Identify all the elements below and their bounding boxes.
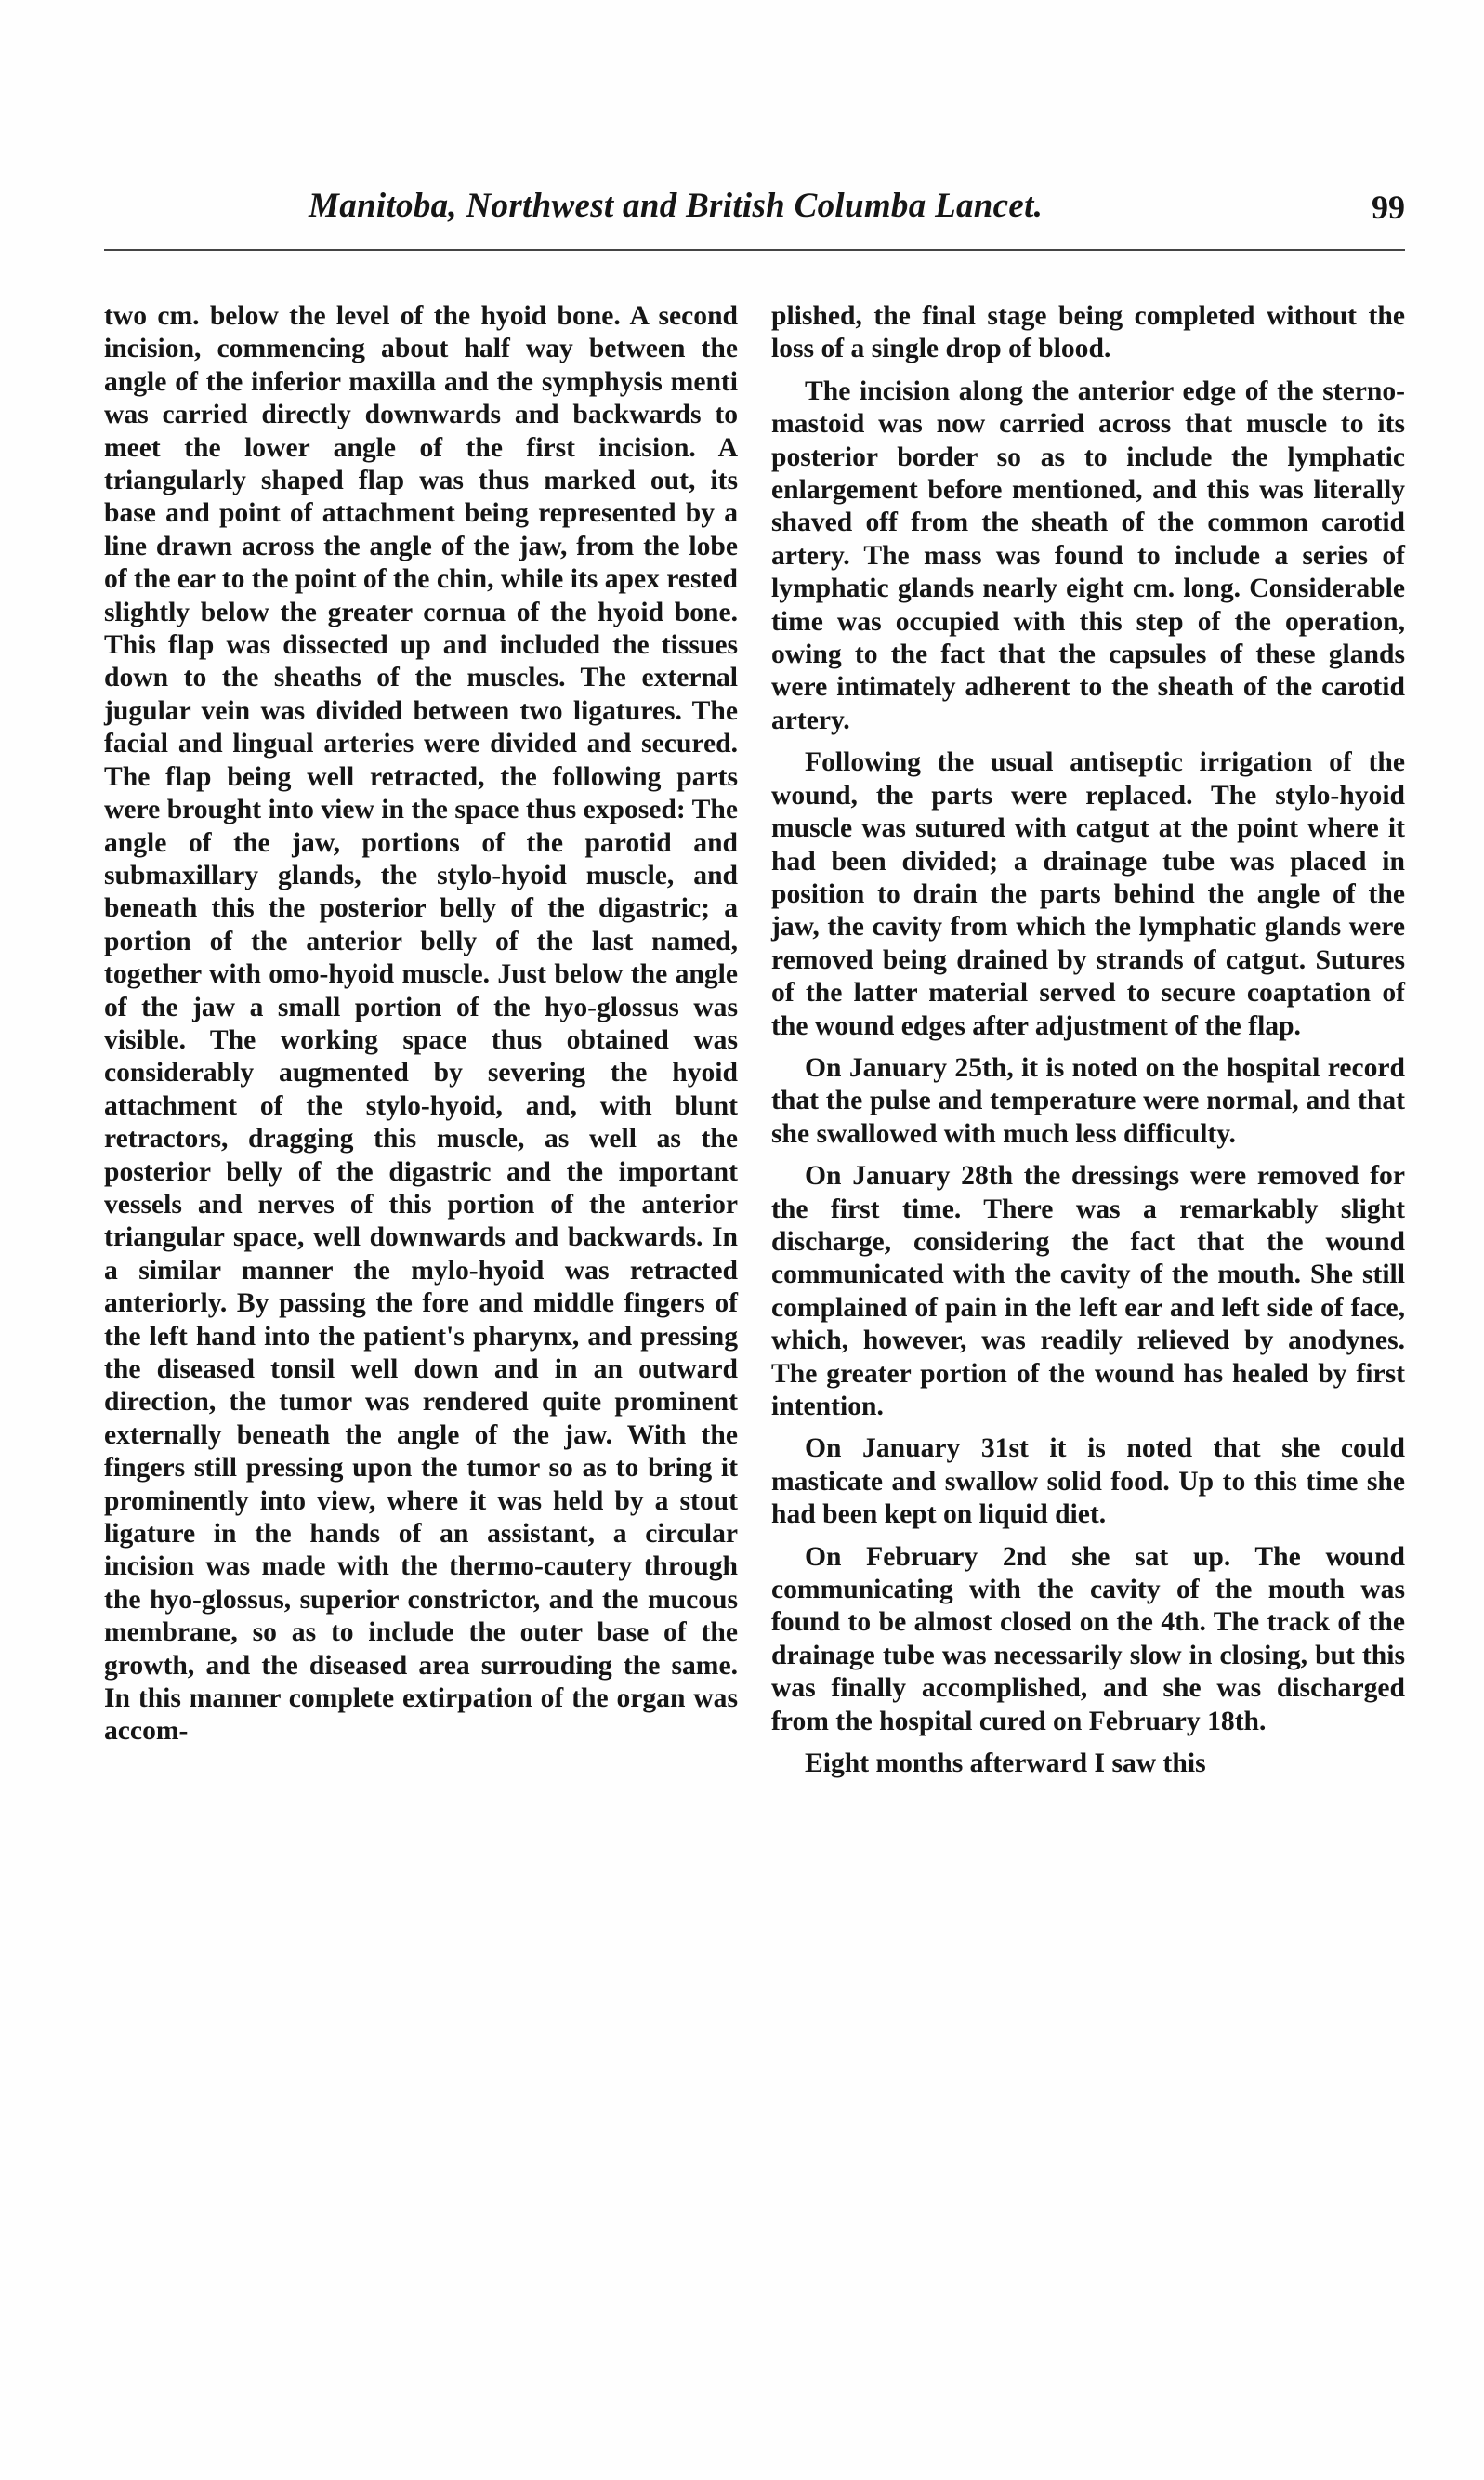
paragraph: Following the usual antiseptic irrigation of the wound, the parts were replaced. The stylo-hyoid muscle was sutured with catgut at the point where it had been divided; a drainage tube was placed in position to drain the parts behind the angle of the jaw, the cavity from which the lymphatic glands were removed being drained by strands of catgut. Sutures of the latter material served to secure coaptation of the wound edges after adjustment of the flap. xyxy=(771,747,1405,1041)
header-rule xyxy=(104,249,1405,251)
running-head xyxy=(104,186,1405,232)
paragraph: On January 28th the dressings were removed for the first time. There was a remarkably slight discharge, considering the fact that the wound communicated with the cavity of the mouth. She still complained of pain in the left ear and left side of face, which, however, was readily relieved by anodynes. The greater portion of the wound has healed by first intention. xyxy=(771,1161,1405,1421)
right-column xyxy=(771,300,1405,1780)
paragraph: On February 2nd she sat up. The wound communicating with the cavity of the mouth was found to be almost closed on the 4th. The track of the drainage tube was necessarily slow in closing, but this was finally accomplished, and she was discharged from the hospital cured on February 18th. xyxy=(771,1541,1405,1736)
left-column xyxy=(104,300,738,1748)
paragraph: plished, the final stage being completed without the loss of a single drop of blood. xyxy=(771,301,1405,364)
journal-title: Manitoba, Northwest and British Columba Lancet. xyxy=(309,187,1044,225)
paragraph: The incision along the anterior edge of the sterno-mastoid was now carried across that muscle to its posterior border so as to include the lymphatic enlargement before mentioned, and this was literally shaved off from the sheath of the common carotid artery. The mass was found to include a series of lymphatic glands nearly eight cm. long. Considerable time was occupied with this step of the operation, owing to the fact that the capsules of these glands were intimately adherent to the sheath of the carotid artery. xyxy=(771,376,1405,735)
page-number: 99 xyxy=(1372,189,1405,226)
paragraph: On January 31st it is noted that she could masticate and swallow solid food. Up to this time she had been kept on liquid diet. xyxy=(771,1433,1405,1530)
paragraph: two cm. below the level of the hyoid bone. A second incision, commencing about half way between the angle of the inferior maxilla and the symphysis menti was carried directly downwards and backwards to meet the lower angle of the first incision. A triangularly shaped flap was thus marked out, its base and point of attachment being represented by a line drawn across the angle of the jaw, from the lobe of the ear to the point of the chin, while its apex rested slightly below the greater cornua of the hyoid bone. This flap was dissected up and included the tissues down to the sheaths of the muscles. The external jugular vein was divided between two ligatures. The facial and lingual arteries were divided and secured. The flap being well retracted, the following parts were brought into view in the space thus exposed: The angle of the jaw, portions of the parotid and submaxillary glands, the stylo-hyoid muscle, and beneath this the posterior belly of the digastric; a portion of the anterior belly of the last named, together with omo-hyoid muscle. Just below the angle of the jaw a small portion of the hyo-glossus was visible. The working space thus obtained was considerably augmented by severing the hyoid attachment of the stylo-hyoid, and, with blunt retractors, dragging this muscle, as well as the posterior belly of the digastric and the important vessels and nerves of this portion of the anterior triangular space, well downwards and backwards. In a similar manner the mylo-hyoid was retracted anteriorly. By passing the fore and middle fingers of the left hand into the patient's pharynx, and pressing the diseased tonsil well down and in an outward direction, the tumor was rendered quite prominent externally beneath the angle of the jaw. With the fingers still pressing upon the tumor so as to bring it prominently into view, where it was held by a stout ligature in the hands of an assistant, a circular incision was made with the thermo-cautery through the hyo-glossus, superior constrictor, and the mucous membrane, so as to include the outer base of the growth, and the diseased area surrouding the same. In this manner complete extirpation of the organ was accom- xyxy=(104,301,738,1747)
paragraph: On January 25th, it is noted on the hospital record that the pulse and temperature were normal, and that she swallowed with much less difficulty. xyxy=(771,1052,1405,1149)
paragraph: Eight months afterward I saw this xyxy=(805,1748,1206,1779)
